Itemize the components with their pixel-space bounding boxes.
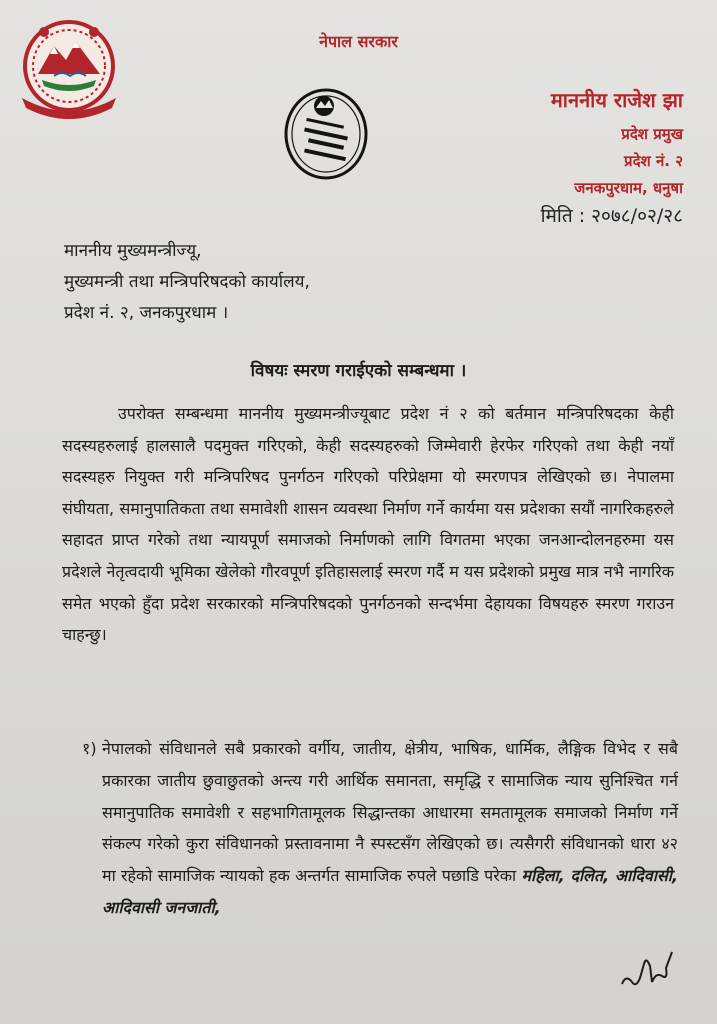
- numbered-point: [82, 733, 678, 924]
- addressee-block: [64, 236, 624, 329]
- point-text: नेपालको संविधानले सबै प्रकारको वर्गीय, जातीय, क्षेत्रीय, भाषिक, धार्मिक, लैङ्गिक विभेद र सबै प्रकारका जातीय छुवाछुतको अन्त्य गरी आर्थिक समानता, समृद्धि र सामाजिक न्याय सुनिश्चित गर्न समानुपातिक समावेशी र सहभागितामूलक सिद्धान्तका आधारमा समतामूलक समाजको निर्माण गर्ने संकल्प गरेको कुरा संविधानको प्रस्तावनामा नै स्पस्टसँग लेखिएको छ। त्यसैगरी संविधानको धारा ४२ मा रहेको सामाजिक न्यायको हक अन्तर्गत सामाजिक रुपले पछाडि परेका: [102, 739, 678, 886]
- point-emphasis: महिला, दलित, आदिवासी, आदिवासी जनजाती,: [102, 866, 679, 917]
- office-block: [453, 86, 683, 202]
- point-text-block: [82, 733, 678, 924]
- point-number: १): [82, 739, 97, 758]
- body-paragraph: उपरोक्त सम्बन्धमा माननीय मुख्यमन्त्रीज्यूबाट प्रदेश नं २ को बर्तमान मन्त्रिपरिषदका केही सदस्यहरुलाई हालसालै पदमुक्त गरिएको, केही सदस्यहरुको जिम्मेवारी हेरफेर गरिएको तथा केही नयाँ सदस्यहरु नियुक्त गरी मन्त्रिपरिषद पुनर्गठन गरिएको परिप्रेक्षमा यो स्मरणपत्र लेखिएको छ। नेपालमा संघीयता, समानुपातिकता तथा समावेशी शासन व्यवस्था निर्माण गर्ने कार्यमा यस प्रदेशका सयौं नागरिकहरुले सहादत प्राप्त गरेको तथा न्यायपूर्ण समाजको निर्माणको लागि विगतमा भएका जनआन्दोलनहरुमा यस प्रदेशले नेतृत्वदायी भूमिका खेलेको गौरवपूर्ण इतिहासलाई स्मरण गर्दै म यस प्रदेशको प्रमुख मात्र नभै नागरिक समेत भएको हुँदा प्रदेश सरकारको मन्त्रिपरिषदको पुनर्गठनको सन्दर्भमा देहायका विषयहरु स्मरण गराउन चाहन्छु।: [62, 404, 674, 645]
- letter-date: मिति : २०७८/०२/२८: [540, 205, 683, 227]
- subject-line: विषयः स्मरण गराईएको सम्बन्धमा ।: [250, 361, 467, 381]
- government-title: नेपाल सरकार: [319, 32, 398, 51]
- office-location: जनकपुरधाम, धनुषा: [574, 179, 683, 197]
- office-title: प्रदेश प्रमुख: [621, 125, 683, 143]
- addressee-line: माननीय मुख्यमन्त्रीज्यू,: [64, 241, 202, 261]
- addressee-line: मुख्यमन्त्री तथा मन्त्रिपरिषदको कार्यालय,: [64, 272, 310, 292]
- signature-icon: [616, 944, 680, 994]
- office-province: प्रदेश नं. २: [624, 152, 683, 170]
- office-name: माननीय राजेश झा: [550, 88, 683, 112]
- addressee-line: प्रदेश नं. २, जनकपुरधाम ।: [64, 303, 229, 323]
- office-seal-icon: [278, 84, 374, 184]
